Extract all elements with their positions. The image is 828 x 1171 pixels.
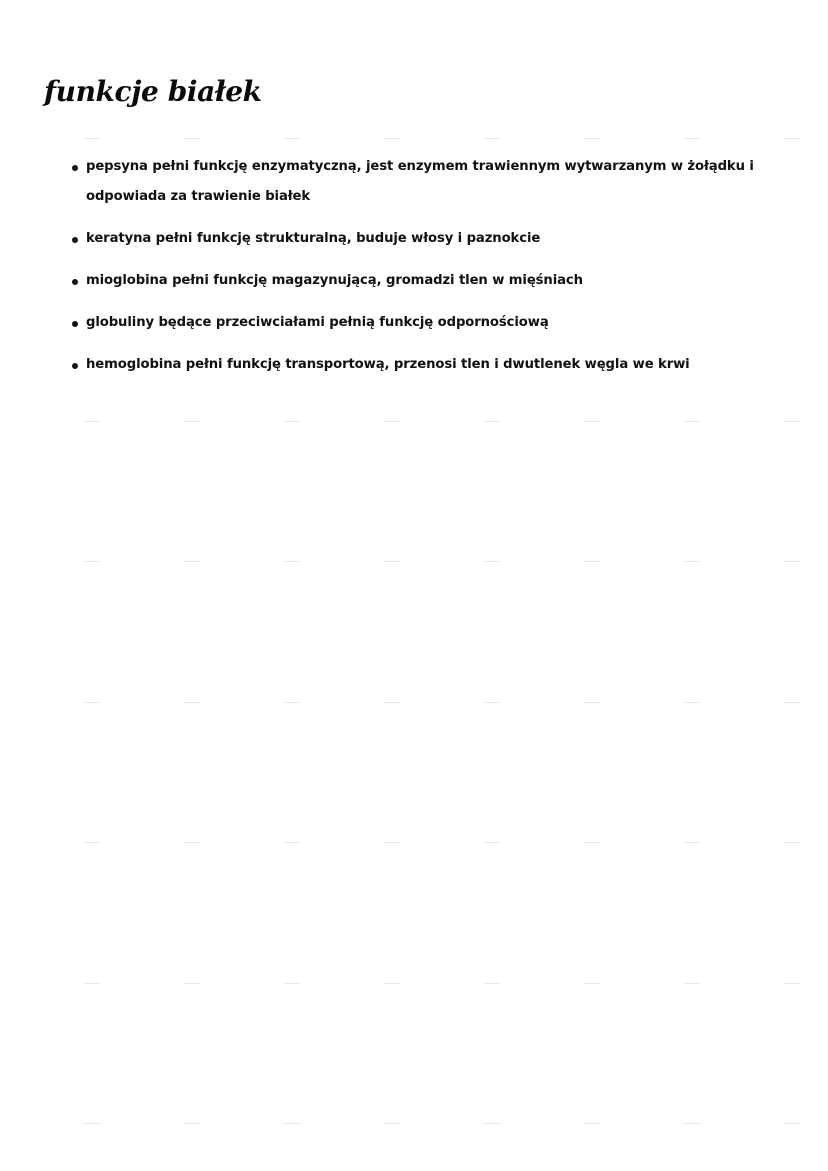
grid-dash xyxy=(484,1123,500,1124)
grid-dash xyxy=(184,421,200,422)
grid-dash xyxy=(684,842,700,843)
grid-dash xyxy=(684,138,700,139)
list-item-text: hemoglobina pełni funkcję transportową, przenosi tlen i dwutlenek węgla we krwi xyxy=(86,357,690,372)
bullet-icon xyxy=(72,279,78,285)
grid-dash xyxy=(684,561,700,562)
grid-dash xyxy=(184,702,200,703)
notes-list xyxy=(72,152,807,380)
grid-dash xyxy=(84,138,100,139)
bullet-icon xyxy=(72,237,78,243)
grid-dash xyxy=(184,138,200,139)
grid-dash xyxy=(784,421,800,422)
grid-dash xyxy=(384,983,400,984)
grid-dash xyxy=(384,842,400,843)
grid-dash xyxy=(584,983,600,984)
grid-dash xyxy=(784,1123,800,1124)
grid-dash xyxy=(584,842,600,843)
list-item xyxy=(72,350,807,380)
list-item-text: keratyna pełni funkcję strukturalną, buduje włosy i paznokcie xyxy=(86,231,541,246)
grid-dash xyxy=(184,842,200,843)
grid-dash xyxy=(184,1123,200,1124)
grid-dash xyxy=(84,983,100,984)
grid-dash xyxy=(84,1123,100,1124)
list-item xyxy=(72,152,807,212)
grid-dash xyxy=(484,983,500,984)
grid-dash xyxy=(484,842,500,843)
grid-dash xyxy=(584,1123,600,1124)
page-title: funkcje białek xyxy=(44,75,262,108)
grid-dash xyxy=(484,561,500,562)
list-item xyxy=(72,266,807,296)
grid-dash xyxy=(284,1123,300,1124)
grid-dash xyxy=(584,702,600,703)
grid-dash xyxy=(784,138,800,139)
grid-dash xyxy=(184,983,200,984)
grid-dash xyxy=(384,702,400,703)
grid-dash xyxy=(284,421,300,422)
list-item xyxy=(72,224,807,254)
grid-dash xyxy=(484,702,500,703)
list-item-text: globuliny będące przeciwciałami pełnią funkcję odpornościową xyxy=(86,315,549,330)
grid-dash xyxy=(784,561,800,562)
grid-dash xyxy=(484,421,500,422)
grid-dash xyxy=(684,1123,700,1124)
grid-dash xyxy=(484,138,500,139)
bullet-icon xyxy=(72,165,78,171)
grid-dash xyxy=(584,561,600,562)
grid-dash xyxy=(784,842,800,843)
grid-dash xyxy=(284,702,300,703)
grid-dash xyxy=(584,138,600,139)
grid-dash xyxy=(384,561,400,562)
grid-dash xyxy=(684,702,700,703)
grid-dash xyxy=(184,561,200,562)
grid-dash xyxy=(284,983,300,984)
grid-dash xyxy=(284,842,300,843)
grid-dash xyxy=(84,842,100,843)
list-item-text: mioglobina pełni funkcję magazynującą, gromadzi tlen w mięśniach xyxy=(86,273,583,288)
grid-dash xyxy=(84,702,100,703)
grid-dash xyxy=(584,421,600,422)
grid-dash xyxy=(284,561,300,562)
grid-dash xyxy=(84,561,100,562)
grid-dash xyxy=(384,1123,400,1124)
list-item xyxy=(72,308,807,338)
bullet-icon xyxy=(72,321,78,327)
grid-dash xyxy=(84,421,100,422)
grid-dash xyxy=(784,983,800,984)
bullet-icon xyxy=(72,363,78,369)
list-item-text: pepsyna pełni funkcję enzymatyczną, jest enzymem trawiennym wytwarzanym w żołądku i odpowiada za trawienie białek xyxy=(86,159,754,204)
grid-dash xyxy=(684,983,700,984)
grid-dash xyxy=(384,421,400,422)
grid-dash xyxy=(684,421,700,422)
grid-dash xyxy=(284,138,300,139)
grid-dash xyxy=(784,702,800,703)
grid-dash xyxy=(384,138,400,139)
